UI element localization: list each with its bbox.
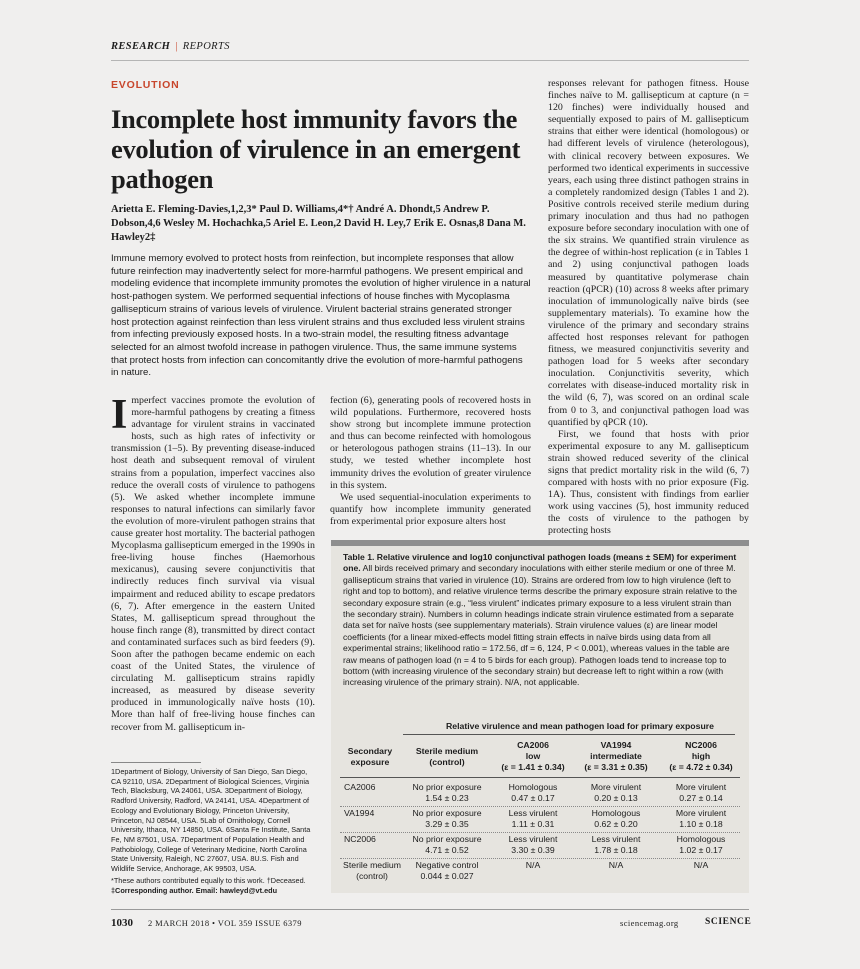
publication-info: 2 MARCH 2018 • VOL 359 ISSUE 6379 [148, 918, 302, 928]
cell-relation: Homologous [591, 808, 641, 818]
header-rule [111, 60, 749, 61]
row-label-nc2006: NC2006 [344, 834, 376, 844]
col-header-va1994-l2: intermediate [590, 751, 642, 762]
row-label-ca2006: CA2006 [344, 782, 376, 792]
journal-name: SCIENCE [705, 917, 752, 927]
table-caption-title: Table 1. Relative virulence and log10 conjunctival pathogen loads (means ± SEM) for experiment one. [343, 552, 737, 574]
body-col2-p2: We used sequential-inoculation experiments to quantify how incomplete immunity generated from experimental prior exposure alters host [330, 491, 531, 527]
col-header-sterile-l2: (control) [429, 757, 465, 768]
table-cell [576, 782, 656, 804]
cell-load: 1.10 ± 0.18 [679, 819, 723, 830]
body-col1-text: mperfect vaccines promote the evolution of more-harmful pathogens by creating a fitness advantage for virulent strains in vaccinated hosts, such as high rates of infectivity or transmission (1–5). By preventing disease-induced host death and subsequent removal of virulent strains from a population, imperfect vaccines also reduce the overall costs of virulence to pathogens (5). We asked whether incomplete immune responses to natural infections can similarly favor the evolution of more-virulent pathogen strains that cause greater host mortality. The bacterial pathogen Mycoplasma gallisepticum emerged in the 1990s in free-living house finches (Haemorhous mexicanus), causing severe conjunctivitis that indirectly reduces finch survival via visual impairment and reduced ability to escape predators (6, 7). After emergence in the eastern United States, M. gallisepticum spread throughout the house finch range (8), transmitted by direct contact and contaminated surfaces such as bird feeders (9). Soon after the pathogen became endemic on each coast of the United States, the virulence of circulating M. gallisepticum strains rapidly increased, as measured by disease severity produced in immunologically naïve hosts (10). More than half of free-living house finches can recover from M. gallisepticum in- [111, 395, 315, 733]
cell-relation: Negative control [415, 860, 479, 870]
col-header-nc2006-l3: (ε = 4.72 ± 0.34) [669, 762, 733, 773]
cell-load: 3.29 ± 0.35 [425, 819, 469, 830]
section-label: EVOLUTION [111, 79, 180, 91]
cell-load: 1.11 ± 0.31 [511, 819, 555, 830]
col-header-secondary-l2: exposure [350, 757, 390, 768]
col-header-va1994-l1: VA1994 [600, 740, 632, 750]
col-header-nc2006-l2: high [691, 751, 711, 762]
header-section: RESEARCH [111, 41, 171, 52]
cell-load: 3.30 ± 0.39 [511, 845, 555, 856]
table-caption [343, 552, 739, 689]
cell-relation: Less virulent [508, 834, 558, 844]
cell-load: 0.20 ± 0.13 [594, 793, 638, 804]
body-column-2 [330, 395, 531, 528]
table-cell [495, 860, 571, 871]
table-header-rule [340, 777, 740, 778]
running-header [111, 41, 230, 52]
cell-relation: No prior exposure [412, 782, 482, 792]
cell-load: 4.71 ± 0.52 [425, 845, 469, 856]
col-header-va1994 [576, 740, 656, 774]
cell-relation: Homologous [676, 834, 726, 844]
table-cell [660, 834, 742, 856]
row-label-sterile-l1: Sterile medium [343, 860, 401, 870]
table-cell [405, 834, 489, 856]
cell-relation: Homologous [508, 782, 558, 792]
drop-cap: I [111, 392, 128, 438]
cell-relation: More virulent [590, 782, 642, 792]
body-col3-p1: responses relevant for pathogen fitness. House finches naïve to M. gallisepticum at capture (n = 120 finches) were individually housed and sequentially exposed to pairs of M. gallisepticum strains that either were identical (homologous) or had different levels of virulence (heterologous), with clinical recovery between exposures. We performed two identical experiments in successive years, each using three distinct pathogen strains in a completely randomized design (Tables 1 and 2). Positive controls received sterile medium during primary inoculation and thus had no pathogen exposure before secondary inoculation with one of the six strains. We quantified strain virulence as the degree of within-host replication (ε in Tables 1 and 2) using conjunctival pathogen loads measured by quantitative polymerase chain reaction (qPCR) (10) across 8 weeks after primary inoculation of immunologically naïve birds (see supplementary materials). To examine how the virulence of the primary and secondary strains affected host responses relevant for pathogen fitness, we measured conjunctivitis severity and pathogen load for 5 weeks after secondary inoculation. Conjunctivitis severity, which correlates with disease-induced mortality risk in the wild (6, 7), was scored on an ordinal scale from 0 to 3, and conjunctival pathogen load was quantified by qPCR (10). [548, 78, 749, 428]
article-title: Incomplete host immunity favors the evolution of virulence in an emergent pathogen [111, 104, 521, 194]
row-divider [340, 806, 740, 807]
col-header-sterile [405, 746, 489, 768]
col-header-ca2006 [495, 740, 571, 774]
table-cell [576, 834, 656, 856]
cell-load: 1.78 ± 0.18 [594, 845, 638, 856]
table-cell [495, 834, 571, 856]
body-col3-p2: First, we found that hosts with prior experimental exposure to any M. gallisepticum strain showed reduced severity of the clinical signs that predict mortality risk in the wild (6, 7) compared with hosts with no prior exposure (Fig. 1A). Thus, consistent with findings from earlier work using vaccines (5), host immunity reduced the costs of virulence to the pathogen by protecting hosts [548, 428, 749, 537]
table-cell [576, 808, 656, 830]
author-list: Arietta E. Fleming-Davies,1,2,3* Paul D. Williams,4*† André A. Dhondt,5 Andrew P. Dobson,4,6 Wesley M. Hochachka,5 Ariel E. Leon,2 David H. Ley,7 Erik E. Osnas,8 Dana M. Hawley2‡ [111, 204, 526, 243]
col-header-ca2006-l1: CA2006 [517, 740, 549, 750]
abstract: Immune memory evolved to protect hosts from reinfection, but incomplete responses that allow future reinfection may inadvertently select for more-harmful pathogens. We present empirical and modeling evidence that incomplete immunity promotes the evolution of higher virulence in a natural host-pathogen system. We performed sequential infections of house finches with Mycoplasma gallisepticum strains of various levels of virulence. Virulent bacterial strains generated stronger host protection against reinfection than less virulent strains and thus excluded less virulent strains from infecting previously exposed hosts. In a two-strain model, the resulting fitness advantage selected for an almost twofold increase in pathogen virulence. Thus, the same immune systems that protect hosts from infection can concomitantly drive the evolution of more-harmful pathogens in nature. [111, 253, 531, 379]
table-cell [576, 860, 656, 871]
col-header-va1994-l3: (ε = 3.31 ± 0.35) [584, 762, 648, 773]
author-notes [111, 876, 315, 895]
cell-relation: More virulent [675, 808, 727, 818]
row-divider [340, 832, 740, 833]
cell-load: 0.044 ± 0.027 [420, 871, 474, 882]
col-header-nc2006 [660, 740, 742, 774]
table-cell [405, 808, 489, 830]
cell-relation: No prior exposure [412, 834, 482, 844]
row-label-sterile-l2: (control) [356, 871, 388, 882]
table-cell [405, 860, 489, 882]
cell-relation: N/A [525, 860, 541, 870]
col-header-secondary-l1: Secondary [347, 746, 393, 756]
col-header-ca2006-l2: low [525, 751, 541, 762]
cell-relation: No prior exposure [412, 808, 482, 818]
table-cell [495, 782, 571, 804]
body-column-3 [548, 78, 749, 538]
cell-relation: Less virulent [508, 808, 558, 818]
header-separator: | [175, 41, 178, 52]
cell-relation: More virulent [675, 782, 727, 792]
table-caption-body: All birds received primary and secondary inoculations with either sterile medium or one of three M. gallisepticum strains that varied in virulence (10). Strains are ordered from low to high virulence (left to right and top to bottom), and relative virulence terms describe the primary exposure strain relative to the secondary exposure strain (e.g., “less virulent” indicates primary exposure to a less virulent strain than the secondary strain). Numbers in column headings indicate strain virulence estimated from a separate data set for naïve hosts (see supplementary materials). Strain virulence values (ε) are linear model coefficients (for a linear mixed-effects model fitting strain effects in naïve birds using data from all experimental strains; likelihood ratio = 172.56, df = 6, 124, P < 0.001), whereas values in the table are raw means of pathogen load (n = 4 to 5 birds for each group). Pathogen loads tend to increase top to bottom (with increasing virulence of the secondary strain) but decrease left to right within a row (with increasing virulence of the primary strain). N/A, not applicable. [343, 563, 738, 688]
table-cell [495, 808, 571, 830]
cell-load: 0.62 ± 0.20 [594, 819, 638, 830]
body-col2-p1: fection (6), generating pools of recovered hosts in wild populations. Furthermore, recovered hosts show strong but incomplete immune protection and thus can become reinfected with homologous or heterologous pathogen strains (11–13). In our study, we tested whether incomplete host immunity drives the evolution of greater virulence in this system. [330, 395, 531, 491]
table-span-header: Relative virulence and mean pathogen load for primary exposure [446, 721, 714, 731]
author-note-equal: *These authors contributed equally to this work. †Deceased. [111, 876, 306, 885]
row-label-va1994: VA1994 [344, 808, 375, 818]
body-column-1 [111, 392, 315, 734]
col-header-sterile-l1: Sterile medium [415, 746, 479, 756]
table-cell [660, 782, 742, 804]
cell-load: 1.02 ± 0.17 [679, 845, 723, 856]
page-number: 1030 [111, 917, 133, 929]
affiliation-rule [111, 762, 201, 763]
header-subsection: REPORTS [182, 41, 230, 52]
row-label-sterile [340, 860, 404, 882]
affiliations: 1Department of Biology, University of San Diego, San Diego, CA 92110, USA. 2Department of Biological Sciences, Virginia Tech, Blacksburg, VA 24061, USA. 3Department of Biology, Radford University, Radford, VA 24141, USA. 4Department of Ecology and Evolutionary Biology, Princeton University, Princeton, NJ 08544, USA. 5Lab of Ornithology, Cornell University, Ithaca, NY 14850, USA. 6Santa Fe Institute, Santa Fe, NM 87501, USA. 7Department of Population Health and Pathobiology, College of Veterinary Medicine, North Carolina State University, Raleigh, NC 27607, USA. 8U.S. Fish and Wildlife Service, Anchorage, AK 99503, USA. [111, 767, 311, 874]
cell-load: 0.27 ± 0.14 [679, 793, 723, 804]
cell-relation: N/A [693, 860, 709, 870]
table-cell [660, 860, 742, 871]
cell-load: 0.47 ± 0.17 [511, 793, 555, 804]
col-header-secondary [340, 746, 400, 768]
table-span-rule [403, 734, 735, 735]
table-cell [405, 782, 489, 804]
row-divider [340, 858, 740, 859]
footer-rule [111, 909, 749, 910]
col-header-ca2006-l3: (ε = 1.41 ± 0.34) [501, 762, 565, 773]
journal-site: sciencemag.org [620, 918, 679, 928]
cell-relation: Less virulent [591, 834, 641, 844]
col-header-nc2006-l1: NC2006 [685, 740, 717, 750]
cell-load: 1.54 ± 0.23 [425, 793, 469, 804]
table-cell [660, 808, 742, 830]
corresponding-author: ‡Corresponding author. Email: hawleyd@vt.edu [111, 885, 278, 895]
cell-relation: N/A [608, 860, 624, 870]
table-top-bar [331, 540, 749, 546]
